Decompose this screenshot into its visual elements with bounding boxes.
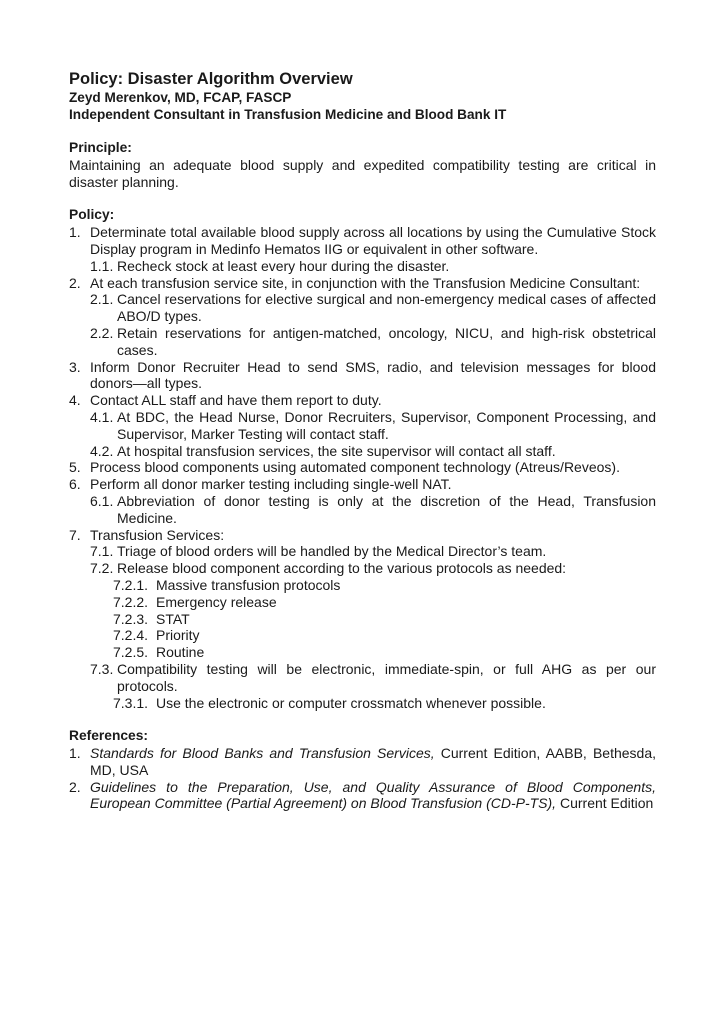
item-text: Release blood component according to the various protocols as needed: [117,560,567,577]
item-text: Determinate total available blood supply across all locations by using the Cumulative Stock Display program in Medinfo Hematos IIG or equivalent in other software. [90,224,656,257]
item-number: 7.1. [90,543,114,560]
item-text: Use the electronic or computer crossmatch whenever possible. [156,694,546,711]
item-text: Inform Donor Recruiter Head to send SMS, radio, and television messages for blood donors—all types. [90,358,656,392]
policy-item [69,459,656,476]
item-text: Recheck stock at least every hour during the disaster. [117,257,450,274]
spacer [69,123,656,140]
references-heading: References: [69,728,148,744]
policy-item [69,359,656,393]
item-number: 7.2.5. [113,644,149,661]
item-number: 7.2.2. [113,593,149,610]
item-text: Emergency release [156,593,277,610]
policy-item [69,275,656,292]
item-number: 7.2.3. [113,610,149,627]
item-number: 1. [69,224,81,241]
item-number: 7.2.4. [113,627,149,644]
item-text: Contact ALL staff and have them report to duty. [90,392,382,409]
item-number: 6.1. [90,492,114,509]
reference-item [69,779,656,813]
item-text: Priority [156,627,200,644]
item-number: 2. [69,274,81,291]
item-text: Perform all donor marker testing including single-well NAT. [90,476,452,493]
item-text: Massive transfusion protocols [156,576,341,593]
item-number: 1.1. [90,257,114,274]
item-number: 7.2.1. [113,576,149,593]
item-text: At each transfusion service site, in conjunction with the Transfusion Medicine Consultant: [90,274,641,291]
item-text: Abbreviation of donor testing is only at the discretion of the Head, Transfusion Medicine. [117,492,656,526]
item-number: 7.3. [90,660,114,677]
item-number: 7.3.1. [113,694,149,711]
document-page [69,70,656,812]
page-title: Policy: Disaster Algorithm Overview [69,70,353,88]
item-number: 7.2. [90,560,114,577]
item-text: Compatibility testing will be electronic, immediate-spin, or full AHG as per our protocols. [117,660,656,694]
reference-text [90,779,656,813]
item-text: Retain reservations for antigen-matched, oncology, NICU, and high-risk obstetrical cases. [117,324,656,358]
item-number: 3. [69,358,81,375]
policy-subitem [69,291,656,325]
affiliation-line: Independent Consultant in Transfusion Medicine and Blood Bank IT [69,107,507,122]
principle-heading: Principle: [69,140,132,155]
policy-subitem [69,543,656,560]
item-number: 4.1. [90,408,114,425]
policy-subitem [69,409,656,443]
spacer [69,711,656,728]
item-number: 7. [69,526,81,543]
item-text: At BDC, the Head Nurse, Donor Recruiters, Supervisor, Component Processing, and Supervisor, Marker Testing will contact staff. [117,408,656,442]
item-text: Triage of blood orders will be handled by the Medical Director’s team. [117,543,547,560]
reference-details: Current Edition [556,795,654,812]
policy-subitem [69,443,656,460]
reference-title: Guidelines to the Preparation, Use, and Quality Assurance of Blood Components, European Committee (Partial Agreement) on Blood Transfusion (CD-P-TS), [90,778,656,812]
policy-subsubitem [69,627,656,644]
principle-text: Maintaining an adequate blood supply and expedited compatibility testing are critical in disaster planning. [69,156,656,190]
policy-subitem [69,493,656,527]
references-list [69,745,656,812]
reference-item [69,745,656,779]
policy-subitem [69,325,656,359]
policy-subitem [69,661,656,695]
item-text: Routine [156,644,205,661]
policy-subitem [69,258,656,275]
policy-item [69,476,656,493]
policy-subsubitem [69,594,656,611]
item-number: 5. [69,459,81,476]
policy-item [69,224,656,258]
item-number: 2. [69,778,81,795]
reference-text [90,745,656,779]
policy-item [69,527,656,544]
item-text: Cancel reservations for elective surgical and non-emergency medical cases of affected ABO/D types. [117,291,656,325]
author-line: Zeyd Merenkov, MD, FCAP, FASCP [69,90,292,105]
item-text: Transfusion Services: [90,526,225,543]
policy-list [69,224,656,711]
item-text: STAT [156,610,190,627]
spacer [69,190,656,207]
item-number: 4.2. [90,442,114,459]
policy-subitem [69,560,656,577]
policy-subsubitem [69,577,656,594]
item-text: At hospital transfusion services, the site supervisor will contact all staff. [117,442,556,459]
reference-details: Current Edition, AABB, Bethesda, MD, USA [90,745,656,778]
policy-heading: Policy: [69,207,115,223]
policy-subsubitem [69,644,656,661]
item-number: 6. [69,476,81,493]
item-number: 1. [69,745,81,762]
item-number: 4. [69,392,81,409]
policy-subsubitem [69,611,656,628]
item-number: 2.1. [90,291,114,308]
item-number: 2.2. [90,324,114,341]
reference-title: Standards for Blood Banks and Transfusion Services, [90,745,435,762]
policy-item [69,392,656,409]
policy-subsubitem [69,695,656,712]
item-text: Process blood components using automated component technology (Atreus/Reveos). [90,459,620,476]
